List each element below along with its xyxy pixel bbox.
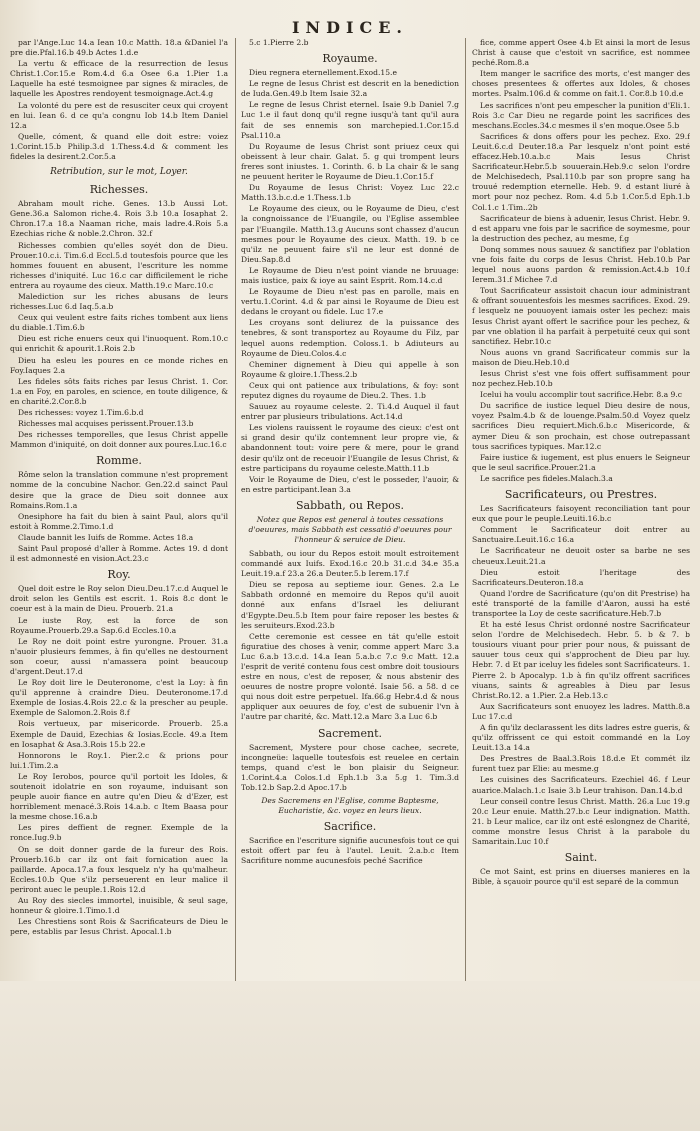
index-entry: Les violens rauissent le royaume des cieux: c'est ont si grand desir qu'ilz contemnent leur propre vie, & abandonnent tout: voire pere & mere, pour le grand desir qu'ilz ont de receuoir l'Euangile de Iesus Christ, & estre participans du royaume celeste.Matth.11.b [241,423,459,473]
index-entry: Rois vertueux, par misericorde. Prouerb. 25.a Exemple de Dauid, Ezechias & Iosias.Eccle. 49.a Item en Iosaphat & Asa.3.Rois 15.b 22.e [10,719,228,749]
index-heading: Saint. [564,851,598,865]
index-heading: Sacrificateurs, ou Prestres. [504,488,658,502]
index-entry: Le regne de Iesus Christ eternel. Isaie 9.b Daniel 7.g Luc 1.e il faut donq qu'il regne iusqu'à tant qu'il aura fait de ses ennemis son marchepied.1.Cor.15.d Psal.110.a [241,100,459,140]
index-cross-reference: Retribution, sur le mot, Loyer. [50,167,188,178]
index-entry: Leur conseil contre Iesus Christ. Matth. 26.a Luc 19.g 20.c Leur enuie. Matth.27.b.c Leur indignation. Matth. 21. b Leur malice, car ilz ont esté eslongnez de Charité, comme monstre Iesus Christ à la parabole du Samaritain.Luc 10.f [472,796,690,847]
index-entry: Le iuste Roy, est la force de son Royaume.Prouerb.29.a Sap.6.d Eccles.10.a [10,615,228,635]
page-header: INDICE. [292,18,408,37]
index-entry: Des richesses temporelles, que Iesus Christ appelle Mammon d'iniquité, on doit donner aux poures.Luc.16.c [10,430,228,450]
index-entry: Saint Paul proposé d'aller à Romme. Actes 19. d dont il est admonnesté en vision.Act.23.c [10,544,228,564]
index-entry: Rôme selon la translation commune n'est proprement nomme de la concubine Nachor. Gen.22.d sainct Paul desire que la grace de Dieu soit donnee aux Romains.Rom.1.a [10,470,228,510]
index-entry: Malediction sur les riches abusans de leurs richesses.Luc 6.d Iaq.5.a.b [10,291,228,312]
index-entry: Des richesses: voyez 1.Tim.6.b.d [18,408,144,417]
index-heading: Romme. [96,454,142,468]
index-entry: La volonté du pere est de resusciter ceux qui croyent en lui. Iean 6. d ce qu'a congnu Iob 14.b Item Daniel 12.a [10,100,228,130]
index-entry: Aux Sacrificateurs sont enuoyez les ladres. Matth.8.a Luc 17.c.d [472,701,690,721]
index-entry: Icelui ha voulu accomplir tout sacrifice.Hebr. 8.a 9.c [480,390,683,400]
index-entry: Le sacrifice pes fideles.Malach.3.a [480,473,613,483]
index-entry: Dieu est riche enuers ceux qui l'inuoquent. Rom.10.c qui enrichit & apourit.1.Rois 2.b [10,334,228,354]
index-note: Des Sacremens en l'Eglise, comme Baptesme, Eucharistie, &c. voyez en leurs lieux. [261,796,439,815]
index-entry: Les croyans sont deliurez de la puissance des tenebres, & sont transportez au Royaume du Filz, par lequel auons redemption. Coloss.1. b Adiuteurs au Royaume de Dieu.Colos.4.c [241,318,459,358]
index-heading: Royaume. [322,52,378,66]
index-heading: Richesses. [89,183,149,197]
index-entry: Comment le Sacrificateur doit entrer au Sanctuaire.Leuit.16.c 16.a [472,525,690,545]
index-entry: Abraham moult riche. Genes. 13.b Aussi Lot. Gene.36.a Salomon riche.4. Rois 3.b 10.a Iosaphat 2. Chron.17.a 18.a Naaman riche, mais ladre.4.Rois 5.a Ezechias riche & noble.2.Chron. 32.f [10,199,228,239]
index-entry: Le Roy doit lire le Deuteronome, c'est la Loy: à fin qu'il apprenne à craindre Dieu. Deuteronome.17.d Exemple de Iosias.4.Rois 22.c & la prescher au peuple. Exemple de Salomon.2.Rois 8.f [10,678,228,718]
index-entry: Les Chrestiens sont Rois & Sacrificateurs de Dieu le pere, establis par Iesus Christ. Apocal.1.b [10,917,228,937]
index-heading: Sacrifice. [323,820,377,833]
index-entry: Ce mot Saint, est prins en diuerses manieres en la Bible, à sçauoir pource qu'il est separé de la commun [472,867,690,887]
index-entry: A fin qu'ilz declarassent les dits ladres estre gueris, & qu'ilz offrissent ce qui estoit commandé en la Loy Leuit.13.a 14.a [472,723,690,753]
column-middle [241,38,459,981]
index-entry: 5.c 1.Pierre 2.b [249,38,309,47]
index-entry: Quand l'ordre de Sacrificature (qu'on dit Prestrise) ha esté transporté de la famille d'Aaron, aussi ha esté transportee la Loy de ceste sacrificature.Heb.7.b [472,588,690,618]
index-entry: Sacrifices & dons offers pour les pechez. Exo. 29.f Leuit.6.c.d Deuter.18.a Par lesquelz n'ont point esté effacez.Heb.10.a.b.c Mais Iesus Christ Sacrificateur.Hebr.5.b souuerain.Heb.9.c selon l'ordre de Melchisedech, Psal.110.b par son propre sang ha trouué redemption eternelle. Heb. 9. d estant liuré à mort pour noz pechez. Rom. 4.d 5.b 1.Cor.5.d Eph.1.b Col.1.c 1.Tim..2b [472,131,690,212]
column-left [10,38,228,981]
index-entry: Onesiphore ha fait du bien à saint Paul, alors qu'il estoit à Romme.2.Timo.1.d [10,511,228,531]
index-entry: Sacrifice en l'escriture signifie aucunesfois tout ce qui estoit offert par feu à l'autel. Leuit. 2.a.b.c Item Sacrifiture nomme aucunesfois peché Sacrifice [241,836,459,866]
column-divider [465,38,466,981]
index-entry: Nous auons vn grand Sacrificateur commis sur la maison de Dieu.Heb.10.d [472,347,690,367]
index-entry: Le Royaume de Dieu n'est point viande ne bruuage: mais iustice, paix & ioye au saint Esprit. Rom.14.c.d [241,265,459,285]
index-entry: Richesses combien qu'elles soyét don de Dieu. Prouer.10.c.i. Tim.6.d Eccl.5.d toutesfois pource que les hommes fouuent en abusent, l'escriture les nomme richesses d'iniquité. Luc 16.c car difficilement le riche entrera au royaume des cieux. Matth.19.c Marc.10.c [10,240,228,290]
index-entry: Les sacrifices n'ont peu empescher la punition d'Eli.1. Rois 3.c Car Dieu ne regarde point les sacrifices des meschans.Eccles.34.c mesmes il s'en moque.Osee 5.b [472,100,690,130]
index-entry: Du sacrifice de iustice lequel Dieu desire de nous, voyez Psalm.4.b & de louenge.Psalm.50.d Voyez quelz sacrifices Dieu requiert.Mich.6.b.c Misericorde, & aymer Dieu & son prochain, est chose outrepassant tous sacrifices typiques. Mar.12.c [472,401,690,451]
index-entry: Iesus Christ s'est vne fois offert suffisamment pour noz pechez.Heb.10.b [472,369,690,389]
column-divider [235,38,236,981]
index-entry: Les cuisines des Sacrificateurs. Ezechiel 46. f Leur auarice.Malach.1.c Isaie 3.b Leur trahison. Dan.14.b.d [472,775,690,795]
index-entry: Dieu ha esleu les poures en ce monde riches en Foy.Iaques 2.a [10,355,228,375]
index-entry: par l'Ange.Luc 14.a Iean 10.c Matth. 18.a &Daniel l'a pre die.Pfal.16.b 49.b Actes 1.d.e [10,38,228,58]
index-entry: Dieu se reposa au septieme iour. Genes. 2.a Le Sabbath ordonné en memoire du Repos qu'il auoit donné aux enfans d'Israel les deliurant d'Egypte.Deu.5.b Item pour faire reposer les bestes & les seruiteurs.Exod.23.b [241,580,459,630]
index-entry: Des Prestres de Baal.3.Rois 18.d.e Et commét ilz furent tuez par Elie: au mesme.g [472,754,690,774]
index-entry: Tout Sacrificateur assistoit chacun iour administrant & offrant souuentesfois les mesmes sacrifices. Exod. 29. f lesquelz ne pouuoyent iamais oster les pechez: mais Iesus Christ ayant offert le sacrifice pour les pechez, & par vne oblation il ha parfait à perpetuité ceux qui sont sanctifiez. Hebr.10.c [472,286,690,346]
index-entry: Quelle, cóment, & quand elle doit estre: voiez 1.Corint.15.b Philip.3.d 1.Thess.4.d & comment les fideles la desirent.2.Cor.5.a [10,131,228,162]
index-entry: Au Roy des siecles immortel, inuisible, & seul sage, honneur & gloire.1.Timo.1.d [10,896,228,916]
index-entry: La vertu & efficace de la resurrection de Iesus Christ.1.Cor.15.e Rom.4.d 6.a Osee 6.a 1.Pier 1.a Laquelle ha esté tesmoignee par signes & miracles, de laquelle les Apostres rendoyent tesmoignage.Act.4.g [10,59,228,99]
index-entry: Dieu estoit l'heritage des Sacrificateurs.Deuteron.18.a [472,567,690,587]
index-heading: Sacrement. [318,726,382,740]
index-entry: Le Royaume des cieux, ou le Royaume de Dieu, c'est la congnoissance de l'Euangile, ou l'Eglise assemblee par l'Euangile. Matth.13.g Aucuns sont chassez d'aucun mesmes pour le Royaume des cieux. Matth. 19. b ce qu'ilz ne peuuent faire s'il ne leur est donné de Dieu.Sap.8.d [241,204,459,264]
index-entry: Et ha esté Iesus Christ ordonné nostre Sacrificateur selon l'ordre de Melchisedech. Hebr. 5. b & 7. b tousiours viuant pour prier pour nous, & puissant de sauuer tous ceux qui s'approchent de Dieu par luy. Hebr. 7. d Et par iceluy les fideles sont Sacrificateurs. 1. Pierre 2. b Apocalyp. 1.b à fin qu'ilz offrent sacrifices viuans, saints & agreables à Dieu par Iesus Christ.Ro.12. a 1.Pier. 2.a Heb.13.c [472,620,690,700]
index-entry: Richesses mal acquises perissent.Prouer.13.b [18,419,194,429]
index-entry: Ceux qui ont patience aux tribulations, & foy: sont reputez dignes du royaume de Dieu.2. Thes. 1.b [241,380,459,400]
index-entry: Donq sommes nous sauuez & sanctifiez par l'oblation vne fois faite du corps de Iesus Christ. Heb.10.b Par lequel nous auons pardon & remission.Act.4.b 10.f Ierem.31.f Michee 7.d [472,244,690,285]
index-note: Notez que Repos est general à toutes cessations d'oeuures, mais Sabbath est cessatió d'oeuures pour l'honneur & seruice de Dieu. [248,514,452,544]
index-entry: Cette ceremonie est cessee en tát qu'elle estoit figuratiue des choses à venir, comme appert Marc 3.a Luc 6.a.b 13.c.d. 14.a Iean 5.a.b.c 7.c 9.c Matt. 12.a l'esprit de verité contenu fous cest ombre doit tousiours estre en nous, c'est de reposer, & nous abstenir des oeuures de nostre propre volonté. Isaie 56. a 58. d ce qui nous doit estre perpetuel. Ifa.66.g Hebr.4.d & nous appliquer aux oeuures de foy, c'est de subuenir l'vn à l'autre par charité, &c. Matt.12.a Marc 3.a Luc 6.b [241,631,459,722]
column-right [472,38,690,981]
index-entry: Quel doit estre le Roy selon Dieu.Deu.17.c.d Auquel le droit selon les Gentils est escrit. 1. Rois 8.c dont le coeur est à la main de Dieu. Prouerb. 21.a [10,584,228,614]
index-entry: Du Royaume de Iesus Christ sont priuez ceux qui obeissent à leur chair. Galat. 5. g qui trompent leurs freres sont iniustes. 1. Corinth. 6. b La chair & le sang ne peuuent heriter le Royaume de Dieu.1.Cor.15.f [241,141,459,182]
index-entry: Les pires deffient de regner. Exemple de la ronce.Iug.9.b [10,823,228,843]
index-entry: fice, comme appert Osee 4.b Et ainsi la mort de Iesus Christ à cause que c'estoit vn sacrifice, est nommee peché.Rom.8.a [472,38,690,68]
index-entry: On se doit donner garde de la fureur des Rois. Prouerb.16.b car ilz ont fait fornication auec la paillarde. Apoca.17.a foux lesquelz n'y ha qu'malheur. Eccles.10.b Que s'ilz perseuerent en leur malice il periront auec le peuple.1.Rois 12.d [10,844,228,894]
index-entry: Item manger le sacrifice des morts, c'est manger des choses presentees & offertes aux Idoles, & choses mortes. Psalm.106.d & comme on fait.1. Cor.8.b 10.d.e [472,69,690,99]
index-heading: Roy. [107,568,131,582]
index-entry: Ceux qui veulent estre faits riches tombent aux liens du diable.1.Tim.6.b [10,313,228,333]
index-entry: Honnorons le Roy.1. Pier.2.c & prions pour lui.1.Tim.2.a [10,750,228,770]
index-entry: Le regne de Iesus Christ est descrit en la benediction de Iuda.Gen.49.b Item Isaie 32.a [241,79,459,99]
index-entry: Du Royaume de Iesus Christ: Voyez Luc 22.c Matth.13.b.c.d.e 1.Thess.1.b [241,183,459,203]
index-entry: Le Roy ne doit point estre yurongne. Prouer. 31.a n'auoir plusieurs femmes, à fin qu'elles ne destournent son coeur, aussi n'amassera point beaucoup d'argent.Deut.17.d [10,636,228,676]
index-entry: Sacrificateur de biens à aduenir, Iesus Christ. Hebr. 9. d est apparu vne fois par le sacrifice de soymesme, pour la destruction des pechez, au mesme, f.g [472,213,690,243]
index-entry: Sauuez au royaume celeste. 2. Ti.4.d Auquel il faut entrer par plusieurs tribulations. Act.14.d [241,402,459,422]
index-entry: Cheminer dignement à Dieu qui appelle à son Royaume & gloire.1.Thess.2.b [241,359,459,379]
index-entry: Le Royaume de Dieu n'est pas en parolle, mais en vertu.1.Corint. 4.d & par ainsi le Royaume de Dieu est dedans le croyant ou fidele. Luc 17.e [241,287,459,317]
index-entry: Le Roy Ierobos, pource qu'il portoit les Idoles, & soutenoit idolatrie en son royaume, induisant son peuple auoir fiance en autre qu'en Dieu & d'Ezer, est horriblement menacé.3.Rois 14.a.b. c Item Baasa pour la mesme chose.16.a.b [10,771,228,822]
blank-margin [0,981,700,1131]
index-entry: Sacrement, Mystere pour chose cachee, secrete, incongneüe: laquelle toutesfois est reuelee en certain temps, quand c'est le bon plaisir du Seigneur. 1.Corint.4.a Colos.1.d Eph.1.b 3.a 5.g 1. Tim.3.d Tob.12.b Sap.2.d Apoc.17.b [241,742,459,792]
index-entry: Les fideles sôts faits riches par Iesus Christ. 1. Cor. 1.a en Foy, en paroles, en science, en toute diligence, & en charité.2.Cor.8.b [10,376,228,406]
index-entry: Les Sacrificateurs faisoyent reconciliation tant pour eux que pour le peuple.Leuiti.16.b.c [472,504,690,524]
index-entry: Faire iustice & iugement, est plus enuers le Seigneur que le seul sacrifice.Prouer.21.a [472,452,690,472]
index-entry: Dieu regnera eternellement.Exod.15.e [249,68,397,78]
index-heading: Sabbath, ou Repos. [295,498,405,512]
index-entry: Voir le Royaume de Dieu, c'est le posseder, l'auoir, & en estre participant.Iean 3.a [241,474,459,494]
index-entry: Sabbath, ou iour du Repos estoit moult estroitement commandé aux Iuifs. Exod.16.c 20.b 31.c.d 34.e 35.a Leuit.19.a.f 23.a 26.a Deuter.5.b Ierem.17.f [241,548,459,579]
index-entry: Le Sacrificateur ne deuoit oster sa barbe ne ses cheueux.Leuit.21.a [472,546,690,566]
index-entry: Claude bannit les Iuifs de Romme. Actes 18.a [18,532,194,542]
